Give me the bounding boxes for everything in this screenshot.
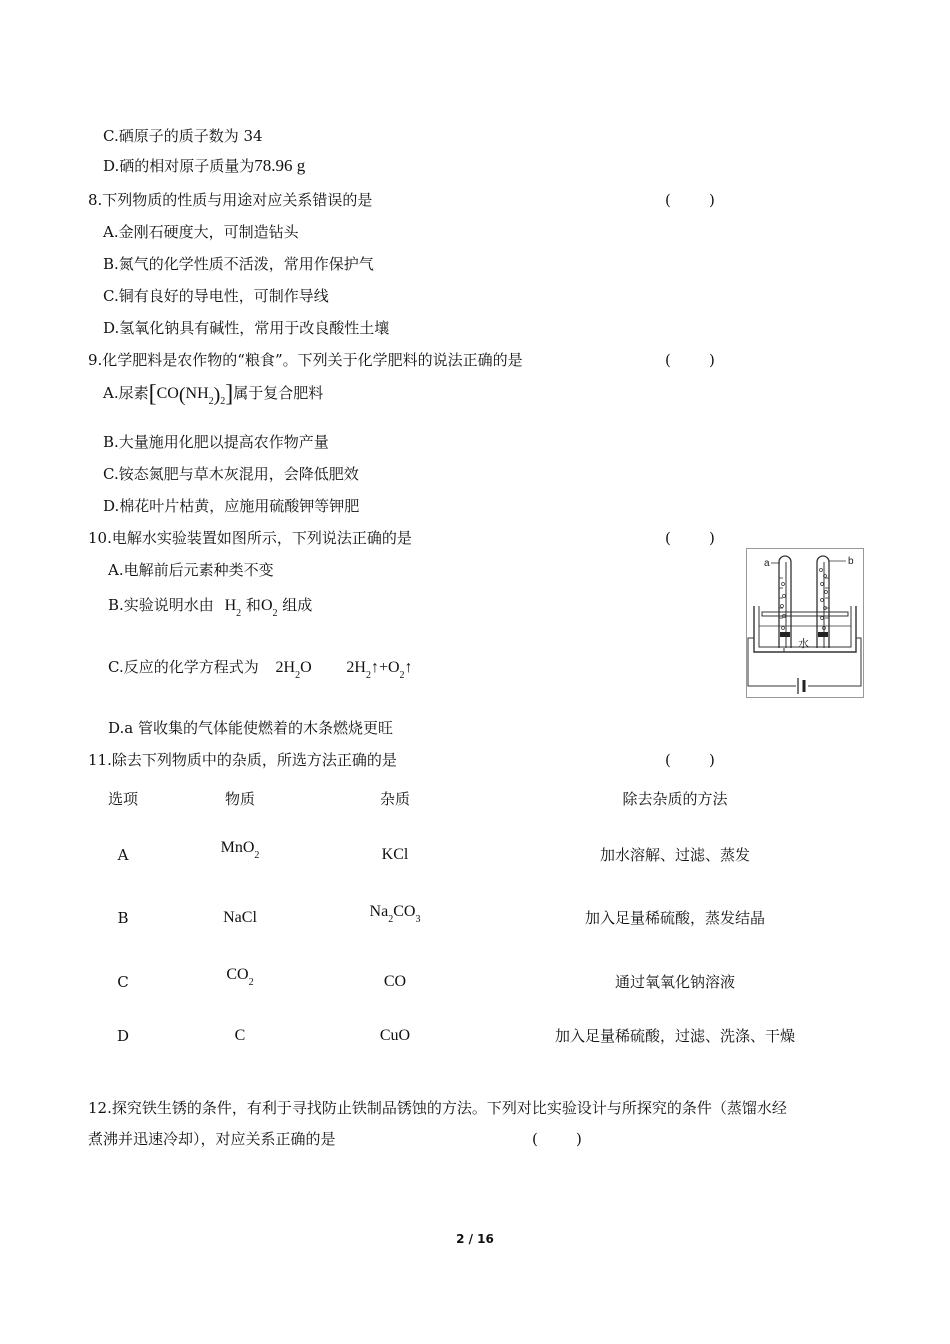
left-paren: ( bbox=[178, 384, 186, 406]
equation-right-h-sub: 2 bbox=[365, 670, 371, 681]
row-substance: $CO_2$ bbox=[226, 966, 254, 988]
row-method: 加水溶解、过滤、蒸发 bbox=[599, 846, 750, 864]
tube-b-label: b bbox=[848, 556, 854, 567]
water-label: 水 bbox=[798, 638, 809, 650]
row-impurity: $Na_2CO_3$ bbox=[369, 903, 421, 925]
q8-option-d: D.氢氧化钠具有碱性，常用于改良酸性土壤 bbox=[103, 319, 390, 337]
equation-right-o: +O bbox=[378, 659, 400, 676]
q9-option-c: C.铵态氮肥与草木灰混用，会降低肥效 bbox=[103, 465, 359, 483]
row-option: D bbox=[116, 1027, 130, 1045]
q10-option-c bbox=[108, 657, 413, 686]
page-number: 2 / 16 bbox=[456, 1232, 494, 1246]
tube-a-label: a bbox=[764, 558, 770, 569]
table-header-substance: 物质 bbox=[224, 790, 255, 808]
equation-left-o: O bbox=[300, 659, 312, 676]
q8-option-a: A.金刚石硬度大，可制造钻头 bbox=[103, 223, 299, 241]
row-substance: NaCl bbox=[223, 909, 257, 926]
q10-option-c-prefix: C.反应的化学方程式为 bbox=[108, 658, 259, 676]
q10-option-a: A.电解前后元素种类不变 bbox=[108, 561, 274, 579]
row-impurity: CuO bbox=[379, 1027, 411, 1044]
q12-answer-blank: ( ) bbox=[532, 1130, 582, 1148]
equation-left: 2H bbox=[275, 659, 296, 676]
q9-option-a bbox=[103, 383, 323, 412]
gas-arrow-icon: ↑ bbox=[370, 659, 379, 676]
q8-option-b: B.氮气的化学性质不活泼，常用作保护气 bbox=[103, 255, 374, 273]
urea-sub-2: 2 bbox=[220, 396, 226, 407]
q10-option-b-and: 和 bbox=[245, 596, 261, 614]
q12-stem-line-1: 12.探究铁生锈的条件，有利于寻找防止铁制品锈蚀的方法。下列对比实验设计与所探究的条件（蒸馏水经 bbox=[88, 1099, 787, 1117]
row-method: 加入足量稀硫酸，蒸发结晶 bbox=[584, 909, 765, 927]
q8-stem: 8.下列物质的性质与用途对应关系错误的是 bbox=[88, 191, 373, 209]
formula-h-sub: 2 bbox=[236, 608, 242, 619]
urea-sub-1: 2 bbox=[208, 396, 214, 407]
q11-stem: 11.除去下列物质中的杂质，所选方法正确的是 bbox=[88, 751, 397, 769]
formula-h: H bbox=[224, 597, 237, 614]
equation-right-h: 2H bbox=[346, 659, 366, 676]
q10-option-b-suffix: 组成 bbox=[282, 596, 313, 614]
left-bracket: [ bbox=[148, 381, 157, 407]
row-method: 加入足量稀硫酸，过滤、洗涤、干燥 bbox=[555, 1027, 796, 1045]
row-impurity: CO bbox=[383, 973, 407, 990]
gas-arrow-icon: ↑ bbox=[404, 659, 413, 676]
q7-option-d bbox=[103, 156, 305, 176]
formula-o-sub: 2 bbox=[272, 608, 278, 619]
row-option: A bbox=[117, 846, 129, 864]
q9-option-b: B.大量施用化肥以提高农作物产量 bbox=[103, 433, 329, 451]
q12-stem-line-2: 煮沸并迅速冷却），对应关系正确的是 bbox=[88, 1130, 336, 1148]
equation-left-sub: 2 bbox=[295, 670, 301, 681]
urea-co: CO bbox=[156, 385, 179, 402]
right-paren: ) bbox=[213, 384, 221, 406]
q9-option-a-prefix: A.尿素 bbox=[103, 384, 149, 402]
q9-answer-blank: ( ) bbox=[665, 351, 715, 369]
formula-o: O bbox=[260, 597, 273, 614]
electrolysis-apparatus-figure bbox=[746, 548, 864, 698]
q8-option-c: C.铜有良好的导电性，可制作导线 bbox=[103, 287, 329, 305]
q10-stem: 10.电解水实验装置如图所示，下列说法正确的是 bbox=[88, 529, 412, 547]
equation-right-o-sub: 2 bbox=[399, 670, 405, 681]
q7-option-c: C.硒原子的质子数为 34 bbox=[103, 127, 263, 145]
table-header-method: 除去杂质的方法 bbox=[622, 790, 728, 808]
q9-option-a-suffix: 属于复合肥料 bbox=[233, 384, 324, 402]
row-option: B bbox=[117, 909, 129, 927]
q7-option-d-value: 78.96 g bbox=[254, 156, 306, 175]
right-bracket: ] bbox=[225, 381, 234, 407]
q8-answer-blank: ( ) bbox=[665, 191, 715, 209]
q10-option-b-prefix: B.实验说明水由 bbox=[108, 596, 214, 614]
row-impurity: KCl bbox=[381, 846, 409, 863]
row-option: C bbox=[117, 973, 129, 991]
q10-option-d: D.a 管收集的气体能使燃着的木条燃烧更旺 bbox=[108, 719, 393, 737]
q9-stem: 9.化学肥料是农作物的“粮食”。下列关于化学肥料的说法正确的是 bbox=[88, 351, 523, 369]
q9-option-d: D.棉花叶片枯黄，应施用硫酸钾等钾肥 bbox=[103, 497, 360, 515]
table-header-option: 选项 bbox=[107, 790, 138, 808]
row-substance: MnO$_2$ bbox=[220, 839, 260, 861]
q10-answer-blank: ( ) bbox=[665, 529, 715, 547]
q10-option-b bbox=[108, 595, 312, 624]
urea-nh: NH bbox=[185, 385, 209, 402]
row-substance: C bbox=[234, 1027, 246, 1044]
q7-option-d-text: D.硒的相对原子质量为 bbox=[103, 157, 255, 175]
q11-answer-blank: ( ) bbox=[665, 751, 715, 769]
table-header-impurity: 杂质 bbox=[379, 790, 410, 808]
row-method: 通过氧氧化钠溶液 bbox=[614, 973, 735, 991]
